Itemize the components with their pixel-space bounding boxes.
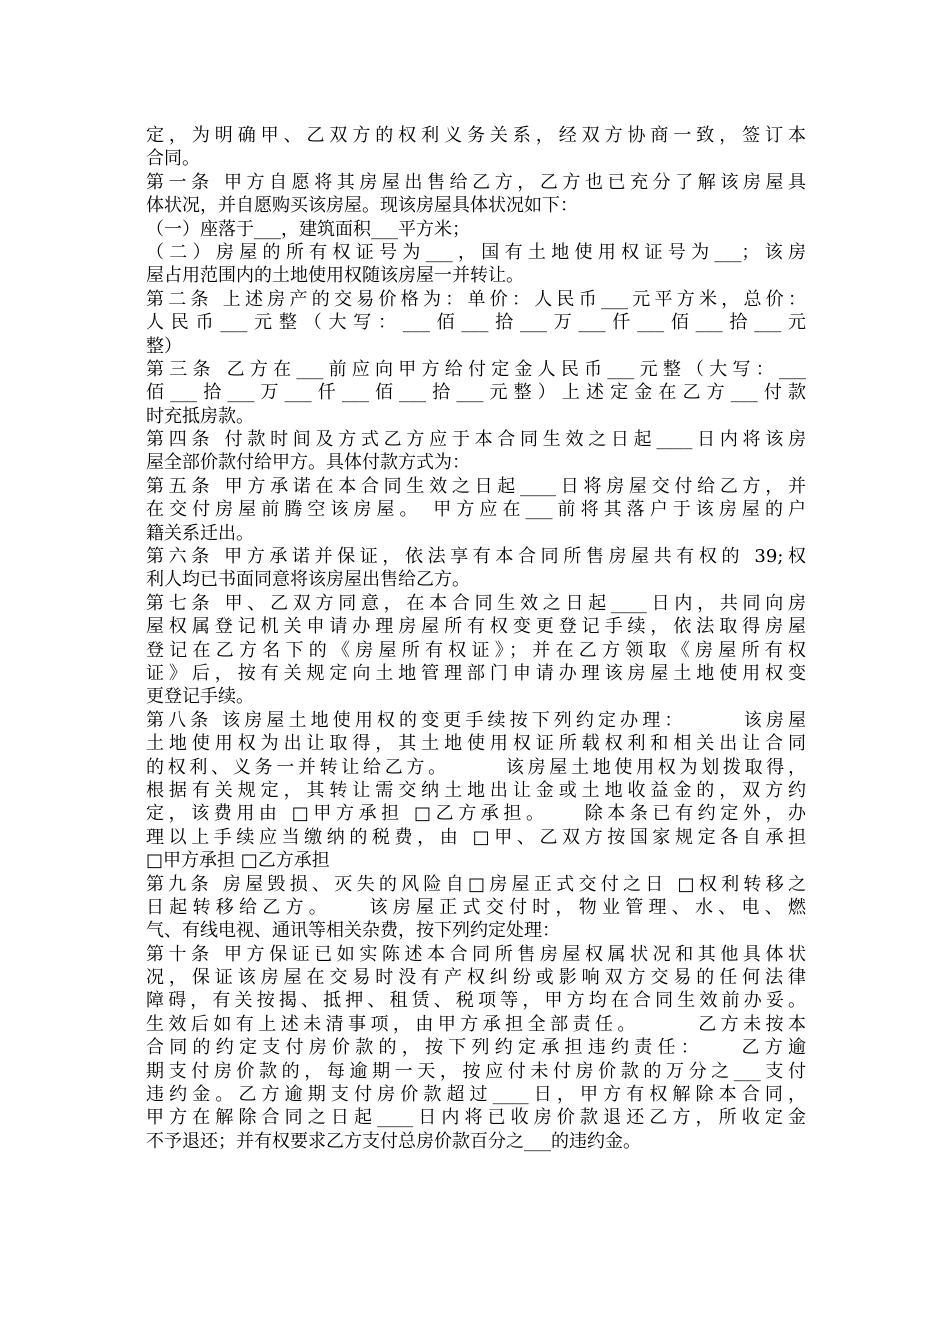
contract-text-line: 不予退还；并有权要求乙方支付总房价款百分之___的违约金。 (146, 1130, 641, 1152)
contract-text-line: 登记在乙方名下的《房屋所有权证》；并在乙方领取《房屋所有权 (146, 639, 806, 661)
contract-text-line: （一）座落于___，建筑面积___平方米； (146, 218, 470, 240)
contract-text-line: □甲方承担 □乙方承担 (146, 850, 330, 872)
contract-text-line: 期支付房价款的，每逾期一天，按应付未付房价款的万分之___支付 (146, 1060, 806, 1082)
contract-text-line: 第二条 上述房产的交易价格为：单价：人民币___元平方米，总价： (146, 288, 806, 310)
contract-text-line: 日起转移给乙方。 该房屋正式交付时，物业管理、水、电、燃 (146, 896, 806, 918)
contract-text-line: 人民币___元整（大写：___佰___拾___万___仟___佰___拾___元 (146, 312, 806, 334)
contract-text-line: 第九条 房屋毁损、灭失的风险自□房屋正式交付之日 □权利转移之 (146, 873, 806, 895)
contract-text-line: 第八条 该房屋土地使用权的变更手续按下列约定办理： 该房屋 (146, 709, 806, 731)
contract-text-line: 证》后，按有关规定向土地管理部门申请办理该房屋土地使用权变 (146, 662, 806, 684)
contract-text-line: 屋全部价款付给甲方。具体付款方式为： (146, 452, 470, 474)
contract-text-line: 体状况，并自愿购买该房屋。现该房屋具体状况如下： (146, 195, 578, 217)
contract-text-line: 第四条 付款时间及方式乙方应于本合同生效之日起____日内将该房 (146, 429, 806, 451)
contract-text-line: 根据有关规定，其转让需交纳土地出让金或土地收益金的，双方约 (146, 779, 806, 801)
contract-text-line: （二）房屋的所有权证号为___，国有土地使用权证号为___；该房 (146, 241, 806, 263)
contract-text-line: 在交付房屋前腾空该房屋。 甲方应在___前将其落户于该房屋的户 (146, 499, 806, 521)
contract-text-line: 更登记手续。 (146, 686, 254, 708)
contract-text-line: 定，该费用由 □甲方承担 □乙方承担。 除本条已有约定外，办 (146, 803, 806, 825)
contract-text-body (146, 124, 806, 1153)
contract-text-line: 气、有线电视、通讯等相关杂费，按下列约定处理： (146, 920, 560, 942)
contract-text-line: 第三条 乙方在___前应向甲方给付定金人民币___元整（大写：___ (146, 358, 806, 380)
contract-text-line: 利人均已书面同意将该房屋出售给乙方。 (146, 569, 470, 591)
contract-text-line: 佰___拾___万___仟___佰___拾___元整）上述定金在乙方___付款 (146, 382, 806, 404)
contract-text-line: 第十条 甲方保证已如实陈述本合同所售房屋权属状况和其他具体状 (146, 943, 806, 965)
contract-text-line: 违约金。乙方逾期支付房价款超过____日，甲方有权解除本合同， (146, 1084, 806, 1106)
contract-text-line: 屋占用范围内的土地使用权随该房屋一并转让。 (146, 265, 524, 287)
contract-text-line: 甲方在解除合同之日起____日内将已收房价款退还乙方，所收定金 (146, 1107, 806, 1129)
contract-text-line: 籍关系迁出。 (146, 522, 254, 544)
contract-text-line: 屋权属登记机关申请办理房屋所有权变更登记手续，依法取得房屋 (146, 616, 806, 638)
contract-text-line: 时充抵房款。 (146, 405, 254, 427)
contract-text-line: 合同的约定支付房价款的，按下列约定承担违约责任： 乙方逾 (146, 1037, 806, 1059)
contract-text-line: 的权利、义务一并转让给乙方。 该房屋土地使用权为划拨取得， (146, 756, 806, 778)
contract-text-line: 整） (146, 335, 182, 357)
contract-text-line: 合同。 (146, 148, 200, 170)
contract-text-line: 定，为明确甲、乙双方的权利义务关系，经双方协商一致，签订本 (146, 125, 806, 146)
contract-text-line: 障碍，有关按揭、抵押、租赁、税项等，甲方均在合同生效前办妥。 (146, 990, 806, 1012)
contract-text-line: 况，保证该房屋在交易时没有产权纠纷或影响双方交易的任何法律 (146, 967, 806, 989)
contract-text-line: 土地使用权为出让取得，其土地使用权证所载权利和相关出让合同 (146, 733, 806, 755)
contract-text-line: 生效后如有上述未清事项，由甲方承担全部责任。 乙方未按本 (146, 1013, 806, 1035)
contract-text-line: 第一条 甲方自愿将其房屋出售给乙方，乙方也已充分了解该房屋具 (146, 171, 806, 193)
contract-text-line: 第七条 甲、乙双方同意，在本合同生效之日起____日内，共同向房 (146, 592, 806, 614)
contract-text-line: 理以上手续应当缴纳的税费，由 □甲、乙双方按国家规定各自承担 (146, 826, 806, 848)
contract-text-line: 第五条 甲方承诺在本合同生效之日起____日将房屋交付给乙方，并 (146, 475, 806, 497)
contract-text-line: 第六条 甲方承诺并保证，依法享有本合同所售房屋共有权的 39;权 (146, 546, 806, 568)
